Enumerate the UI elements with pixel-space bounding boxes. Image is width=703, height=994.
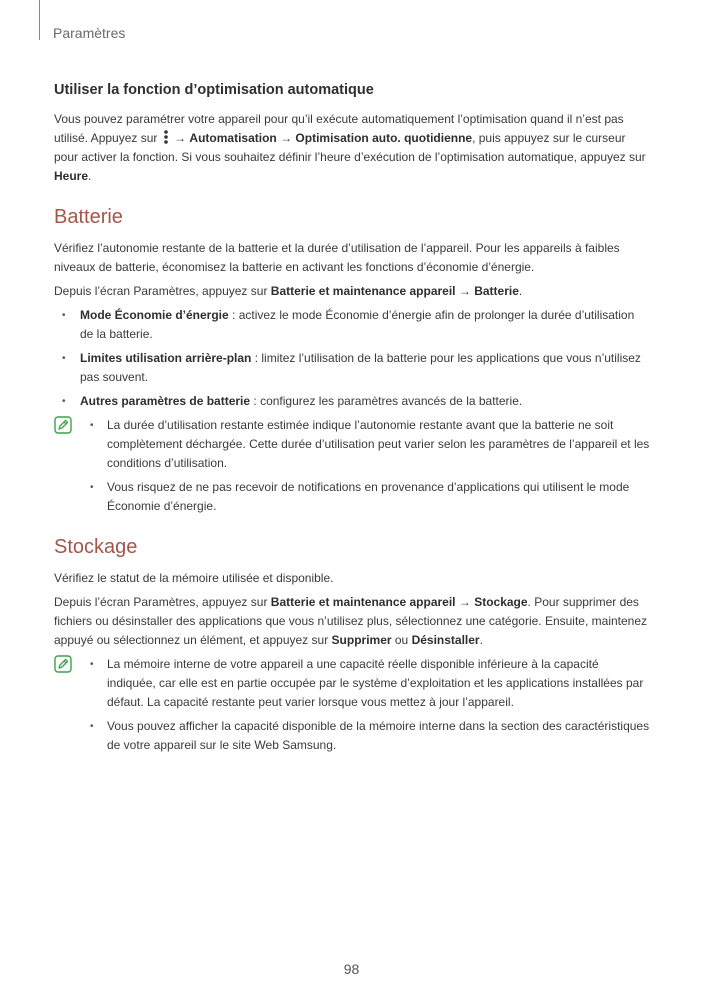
- auto-optimization-heading: Utiliser la fonction d’optimisation automatique: [54, 82, 374, 98]
- battery-intro: Vérifiez l’autonomie restante de la batterie et la durée d’utilisation de l’appareil. Pour les appareils à faibles niveaux de batterie, économisez la batterie en activant les fonctions d’économie d’énergie.: [54, 241, 620, 274]
- list-item: • Mode Économie d’énergie : activez le mode Économie d’énergie afin de prolonger la durée d’utilisation de la batterie.: [54, 306, 650, 344]
- list-item: • Vous pouvez afficher la capacité disponible de la mémoire interne dans la section des caractéristiques de votre appareil sur le site Web Samsung.: [82, 717, 650, 755]
- list-item: • La mémoire interne de votre appareil a une capacité réelle disponible inférieure à la capacité indiquée, car elle est en partie occupée par le système d’exploitation et les applications installées par défaut. La capacité restante peut varier lorsque vous mettez à jour l’appareil.: [82, 655, 650, 712]
- battery-note-list: [82, 416, 650, 516]
- storage-section: [54, 536, 650, 755]
- page-number: 98: [343, 961, 360, 977]
- header-rule: [39, 0, 40, 40]
- battery-section: [54, 206, 650, 516]
- more-options-icon: [163, 130, 169, 144]
- list-item: • Limites utilisation arrière-plan : limitez l’utilisation de la batterie pour les applications que vous n’utilisez pas souvent.: [54, 349, 650, 387]
- list-item: • Autres paramètres de batterie : configurez les paramètres avancés de la batterie.: [54, 392, 650, 411]
- storage-heading: Stockage: [54, 536, 138, 558]
- battery-options-list: [54, 306, 650, 411]
- storage-intro: Vérifiez le statut de la mémoire utilisée et disponible.: [54, 571, 334, 585]
- running-header: Paramètres: [53, 25, 126, 41]
- storage-path: Depuis l’écran Paramètres, appuyez sur Batterie et maintenance appareil → Stockage. Pour supprimer des fichiers ou désinstaller des applications que vous n’utilisez plus, sélectionnez une catégorie. Ensuite, maintenez appuyé ou sélectionnez un élément, et appuyez sur Supprimer ou Désinstaller.: [54, 595, 648, 647]
- list-item: • Vous risquez de ne pas recevoir de notifications en provenance d’applications qui utilisent le mode Économie d’énergie.: [82, 478, 650, 516]
- battery-heading: Batterie: [54, 206, 123, 228]
- list-item: • La durée d’utilisation restante estimée indique l’autonomie restante avant que la batterie ne soit complètement déchargée. Cette durée d’utilisation peut varier selon les paramètres de l’appareil et les conditions d’utilisation.: [82, 416, 650, 473]
- storage-note: [54, 655, 650, 755]
- battery-path: Depuis l’écran Paramètres, appuyez sur Batterie et maintenance appareil → Batterie.: [54, 284, 523, 298]
- storage-note-list: [82, 655, 650, 755]
- battery-note: [54, 416, 650, 516]
- note-pencil-icon: [54, 416, 72, 434]
- auto-optimization-paragraph: Vous pouvez paramétrer votre appareil pour qu’il exécute automatiquement l’optimisation quand il n’est pas utilisé. Appuyez sur → Automatisation → Optimisation auto. quotidienne, puis appuyez sur le curseur pour activer la fonction. Si vous souhaitez définir l’heure d’exécution de l’optimisation automatique, appuyez sur Heure.: [54, 112, 646, 183]
- page-content: [54, 82, 650, 760]
- note-pencil-icon: [54, 655, 72, 673]
